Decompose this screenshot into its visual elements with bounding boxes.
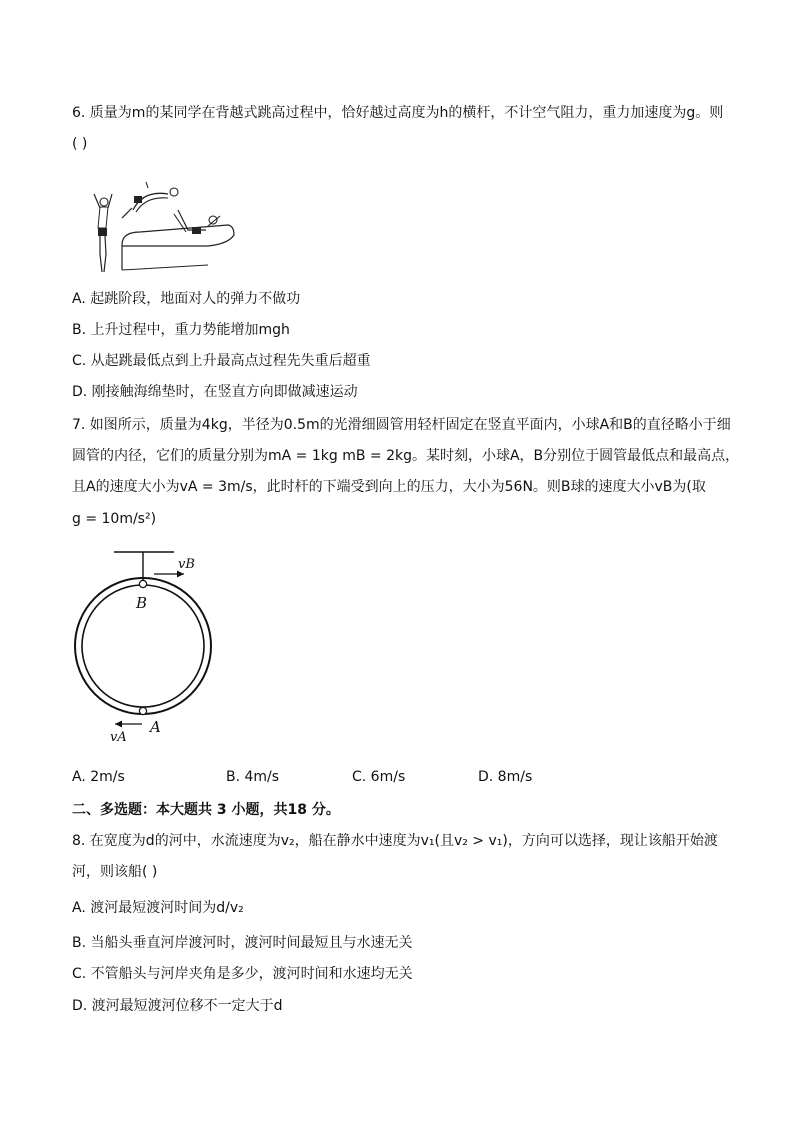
section2-heading: 二、多选题：本大题共 3 小题，共18 分。 bbox=[72, 802, 340, 818]
label-va: vA bbox=[110, 730, 127, 745]
q7-option-d: D. 8m/s bbox=[478, 769, 533, 785]
high-jump-figure bbox=[88, 180, 238, 275]
q7-line3: 且A的速度大小为vA = 3m/s，此时杆的下端受到向上的压力，大小为56N。则B球的速度大小vB为(取 bbox=[72, 479, 706, 495]
q6-line2: ( ) bbox=[72, 136, 88, 152]
q7-line1: 7. 如图所示，质量为4kg，半径为0.5m的光滑细圆管用轻杆固定在竖直平面内，小球A和B的直径略小于细 bbox=[72, 417, 731, 433]
q7-line2: 圆管的内径，它们的质量分别为mA = 1kg mB = 2kg。某时刻，小球A，B分别位于圆管最低点和最高点， bbox=[72, 448, 740, 464]
q8-option-a: A. 渡河最短渡河时间为d/v₂ bbox=[72, 900, 244, 916]
label-vb: vB bbox=[178, 557, 195, 572]
q8-option-c: C. 不管船头与河岸夹角是多少，渡河时间和水速均无关 bbox=[72, 966, 413, 982]
ball-b bbox=[139, 580, 146, 587]
q8-line2: 河，则该船( ) bbox=[72, 864, 158, 880]
q6-line1: 6. 质量为m的某同学在背越式跳高过程中，恰好越过高度为h的横杆，不计空气阻力，重力加速度为g。则 bbox=[72, 105, 724, 121]
label-a: A bbox=[150, 718, 161, 736]
q7-option-a: A. 2m/s bbox=[72, 769, 125, 785]
q7-option-c: C. 6m/s bbox=[352, 769, 406, 785]
q6-option-b: B. 上升过程中，重力势能增加mgh bbox=[72, 322, 290, 338]
circular-tube-figure bbox=[70, 548, 220, 748]
q8-option-d: D. 渡河最短渡河位移不一定大于d bbox=[72, 998, 283, 1014]
ball-a bbox=[139, 707, 146, 714]
q7-option-b: B. 4m/s bbox=[226, 769, 280, 785]
q6-option-c: C. 从起跳最低点到上升最高点过程先失重后超重 bbox=[72, 353, 371, 369]
q6-option-d: D. 刚接触海绵垫时，在竖直方向即做减速运动 bbox=[72, 384, 358, 400]
arrow-va-icon bbox=[115, 721, 122, 728]
q8-line1: 8. 在宽度为d的河中，水流速度为v₂，船在静水中速度为v₁(且v₂ > v₁)，方向可以选择，现让该船开始渡 bbox=[72, 833, 718, 849]
q7-line4: g = 10m/s²) bbox=[72, 511, 157, 527]
label-b: B bbox=[136, 594, 148, 612]
q8-option-b: B. 当船头垂直河岸渡河时，渡河时间最短且与水速无关 bbox=[72, 935, 413, 951]
q6-option-a: A. 起跳阶段，地面对人的弹力不做功 bbox=[72, 291, 301, 307]
